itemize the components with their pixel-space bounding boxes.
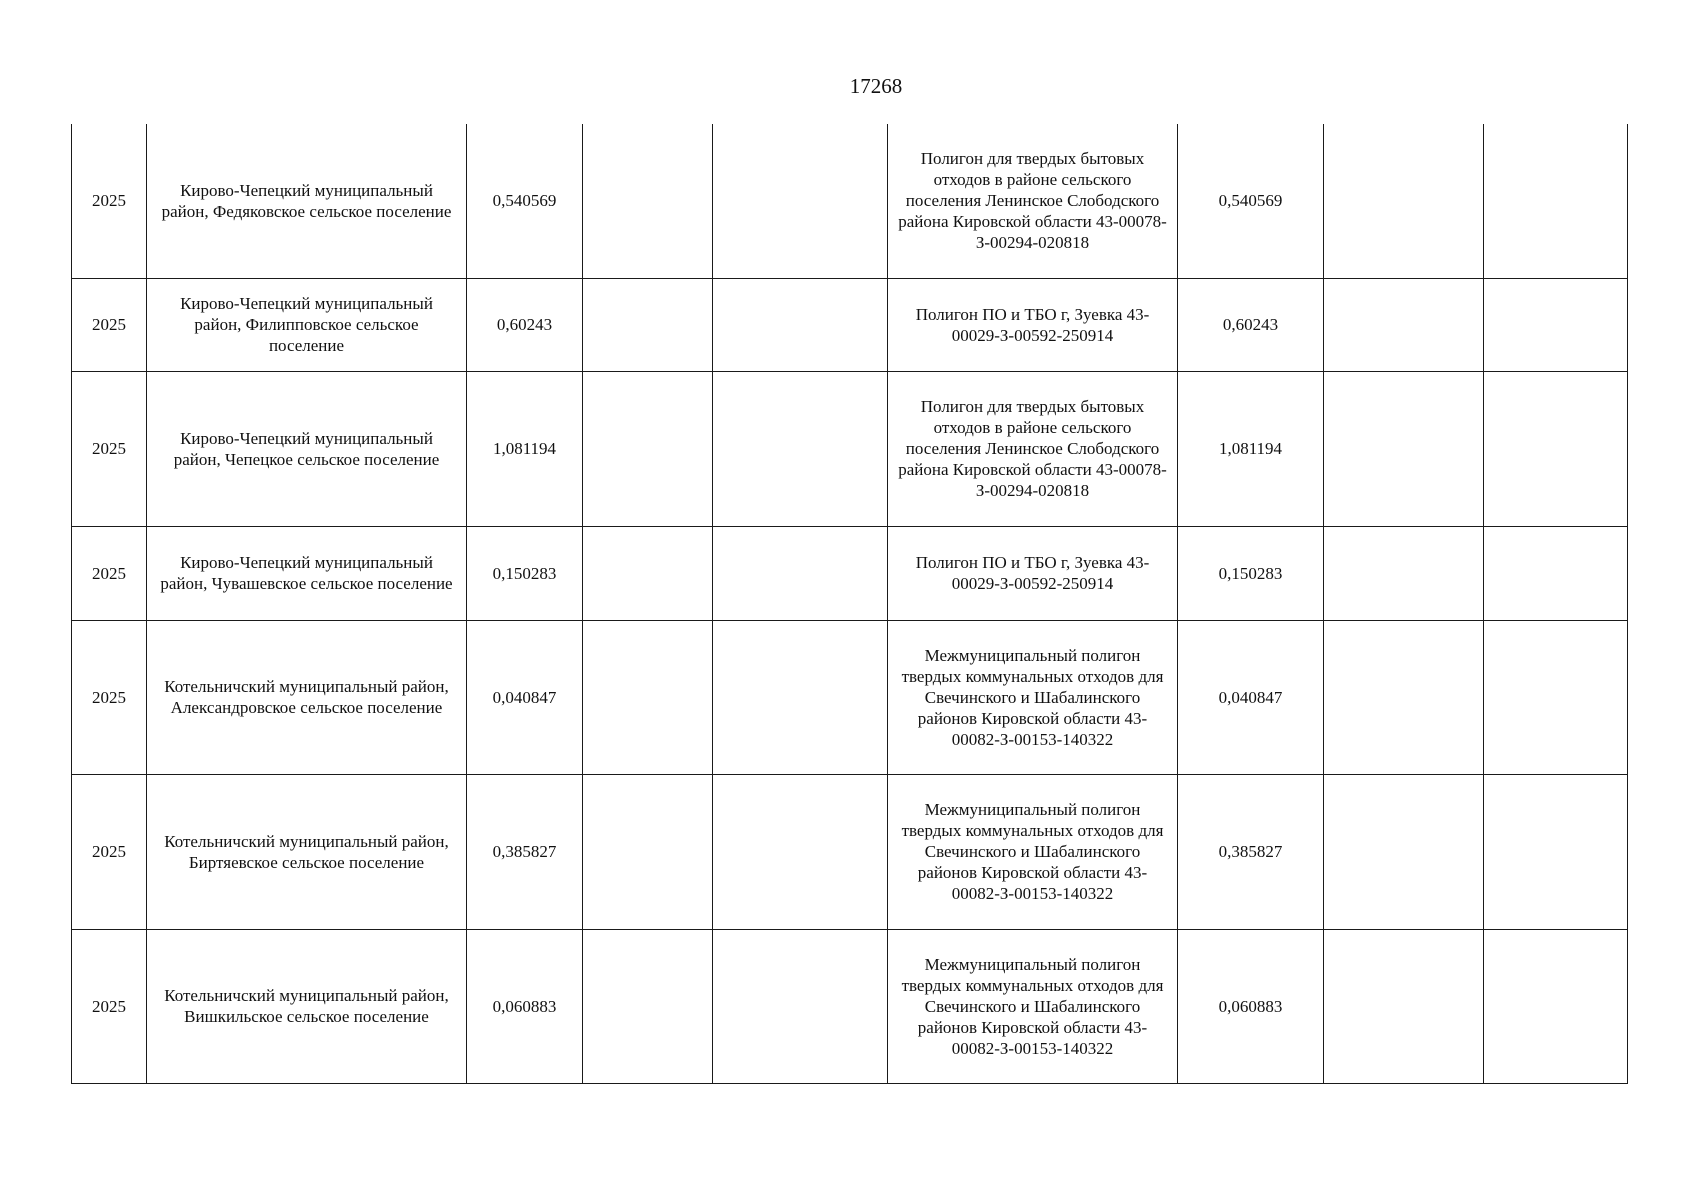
table-row bbox=[72, 620, 1628, 774]
municipality-cell: Котельничский муниципальный район, Александровское сельское поселение bbox=[147, 620, 467, 774]
empty-cell bbox=[713, 278, 888, 371]
amount2-cell: 0,040847 bbox=[1178, 620, 1324, 774]
empty-cell bbox=[1484, 371, 1628, 526]
empty-cell bbox=[1324, 526, 1484, 620]
empty-cell bbox=[1324, 620, 1484, 774]
empty-cell bbox=[583, 929, 713, 1083]
year-cell: 2025 bbox=[72, 526, 147, 620]
year-cell: 2025 bbox=[72, 620, 147, 774]
empty-cell bbox=[583, 774, 713, 929]
facility-cell: Полигон ПО и ТБО г, Зуевка 43-00029-З-00592-250914 bbox=[888, 526, 1178, 620]
year-cell: 2025 bbox=[72, 278, 147, 371]
facility-cell: Полигон для твердых бытовых отходов в районе сельского поселения Ленинское Слободского района Кировской области 43-00078-З-00294-020818 bbox=[888, 371, 1178, 526]
amount2-cell: 0,385827 bbox=[1178, 774, 1324, 929]
empty-cell bbox=[1484, 526, 1628, 620]
amount-cell: 0,540569 bbox=[467, 124, 583, 278]
amount2-cell: 0,150283 bbox=[1178, 526, 1324, 620]
table-row bbox=[72, 371, 1628, 526]
empty-cell bbox=[713, 526, 888, 620]
amount-cell: 0,60243 bbox=[467, 278, 583, 371]
municipality-cell: Кирово-Чепецкий муниципальный район, Федяковское сельское поселение bbox=[147, 124, 467, 278]
facility-cell: Полигон ПО и ТБО г, Зуевка 43-00029-З-00592-250914 bbox=[888, 278, 1178, 371]
amount-cell: 0,060883 bbox=[467, 929, 583, 1083]
empty-cell bbox=[583, 526, 713, 620]
facility-cell: Межмуниципальный полигон твердых коммунальных отходов для Свечинского и Шабалинского районов Кировской области 43-00082-З-00153-140322 bbox=[888, 620, 1178, 774]
table-row bbox=[72, 278, 1628, 371]
amount-cell: 0,150283 bbox=[467, 526, 583, 620]
empty-cell bbox=[1484, 278, 1628, 371]
facility-cell: Полигон для твердых бытовых отходов в районе сельского поселения Ленинское Слободского района Кировской области 43-00078-З-00294-020818 bbox=[888, 124, 1178, 278]
empty-cell bbox=[713, 620, 888, 774]
municipality-cell: Кирово-Чепецкий муниципальный район, Чепецкое сельское поселение bbox=[147, 371, 467, 526]
empty-cell bbox=[713, 929, 888, 1083]
year-cell: 2025 bbox=[72, 929, 147, 1083]
table-row bbox=[72, 929, 1628, 1083]
empty-cell bbox=[1484, 774, 1628, 929]
empty-cell bbox=[1324, 371, 1484, 526]
empty-cell bbox=[713, 371, 888, 526]
municipality-cell: Котельничский муниципальный район, Биртяевское сельское поселение bbox=[147, 774, 467, 929]
page-number: 17268 bbox=[849, 74, 903, 98]
amount2-cell: 0,540569 bbox=[1178, 124, 1324, 278]
empty-cell bbox=[1484, 929, 1628, 1083]
empty-cell bbox=[1324, 774, 1484, 929]
municipality-cell: Котельничский муниципальный район, Вишкильское сельское поселение bbox=[147, 929, 467, 1083]
table-row bbox=[72, 526, 1628, 620]
year-cell: 2025 bbox=[72, 124, 147, 278]
year-cell: 2025 bbox=[72, 371, 147, 526]
year-cell: 2025 bbox=[72, 774, 147, 929]
empty-cell bbox=[1484, 620, 1628, 774]
facility-cell: Межмуниципальный полигон твердых коммунальных отходов для Свечинского и Шабалинского районов Кировской области 43-00082-З-00153-140322 bbox=[888, 774, 1178, 929]
empty-cell bbox=[583, 620, 713, 774]
empty-cell bbox=[1324, 278, 1484, 371]
amount2-cell: 1,081194 bbox=[1178, 371, 1324, 526]
empty-cell bbox=[583, 278, 713, 371]
amount-cell: 0,040847 bbox=[467, 620, 583, 774]
data-table bbox=[71, 124, 1628, 1084]
table-row bbox=[72, 124, 1628, 278]
empty-cell bbox=[583, 124, 713, 278]
empty-cell bbox=[713, 124, 888, 278]
municipality-cell: Кирово-Чепецкий муниципальный район, Филипповское сельское поселение bbox=[147, 278, 467, 371]
empty-cell bbox=[1484, 124, 1628, 278]
amount2-cell: 0,60243 bbox=[1178, 278, 1324, 371]
empty-cell bbox=[583, 371, 713, 526]
amount2-cell: 0,060883 bbox=[1178, 929, 1324, 1083]
empty-cell bbox=[1324, 124, 1484, 278]
amount-cell: 1,081194 bbox=[467, 371, 583, 526]
empty-cell bbox=[713, 774, 888, 929]
amount-cell: 0,385827 bbox=[467, 774, 583, 929]
empty-cell bbox=[1324, 929, 1484, 1083]
facility-cell: Межмуниципальный полигон твердых коммунальных отходов для Свечинского и Шабалинского районов Кировской области 43-00082-З-00153-140322 bbox=[888, 929, 1178, 1083]
table-row bbox=[72, 774, 1628, 929]
municipality-cell: Кирово-Чепецкий муниципальный район, Чувашевское сельское поселение bbox=[147, 526, 467, 620]
